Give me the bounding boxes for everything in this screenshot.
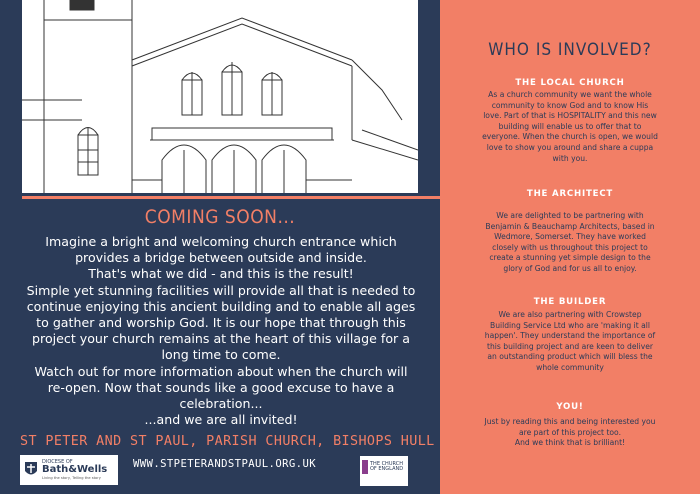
text-line: Wedmore, Somerset. They have worked bbox=[494, 232, 646, 242]
website-link[interactable]: WWW.STPETERANDSTPAUL.ORG.UK bbox=[133, 458, 317, 470]
text-line: an outstanding product which will bless the bbox=[487, 352, 653, 362]
paragraph: Imagine a bright and welcoming church entrance which provides a bridge between outside and inside. bbox=[45, 234, 397, 266]
section-body-local-church bbox=[454, 90, 686, 164]
section-title-local-church: THE LOCAL CHURCH bbox=[515, 78, 625, 88]
paragraph: That's what we did - and this is the result! bbox=[88, 266, 354, 282]
text-line: whole community bbox=[536, 362, 604, 372]
intro-text bbox=[24, 234, 418, 428]
text-line: And we think that is brilliant! bbox=[514, 438, 626, 448]
text-line: are part of this project too. bbox=[518, 427, 621, 437]
text-line: love to show you around and share a cuppa bbox=[486, 142, 654, 152]
section-title-architect: THE ARCHITECT bbox=[526, 189, 614, 199]
text-line: happen'. They understand the importance of bbox=[484, 331, 656, 341]
paragraph: Simple yet stunning facilities will provide all that is needed to continue enjoying this ancient building and to enable all ages to gather and worship God. It is our hope that through this project your church remains at the heart of this village for a long time to come. bbox=[26, 282, 416, 363]
coe-mark-icon bbox=[362, 460, 368, 474]
section-title-you: YOU! bbox=[556, 402, 584, 412]
text-line: building will enable us to offer that to bbox=[498, 121, 642, 131]
coming-soon-heading: COMING SOON... bbox=[144, 206, 296, 228]
text-line: with you. bbox=[552, 153, 588, 163]
text-line: As a church community we want the whole bbox=[488, 90, 652, 99]
church-of-england-logo bbox=[360, 456, 408, 486]
church-drawing-icon bbox=[22, 0, 418, 193]
text-line: love. Part of that is HOSPITALITY and this new bbox=[483, 111, 657, 121]
paragraph: ...and we are all invited! bbox=[144, 412, 298, 428]
text-line: community to know God and to know His bbox=[491, 100, 649, 110]
text-line: this building project and are keen to deliver bbox=[487, 341, 653, 351]
coe-line1: THE CHURCH bbox=[370, 460, 403, 467]
section-title-builder: THE BUILDER bbox=[533, 297, 607, 307]
diocese-line1: DIOCESE OF bbox=[42, 458, 73, 465]
diocese-line2: Bath&Wells bbox=[42, 463, 108, 475]
coe-line2: OF ENGLAND bbox=[370, 466, 404, 472]
text-line: Just by reading this and being interested you bbox=[484, 417, 656, 426]
divider bbox=[22, 196, 440, 199]
crest-icon bbox=[24, 461, 38, 479]
church-name: ST PETER AND ST PAUL, PARISH CHURCH, BISHOPS HULL bbox=[20, 434, 435, 449]
text-line: closely with us throughout this project to bbox=[492, 242, 648, 252]
text-line: Building Service Ltd who are 'making it all bbox=[490, 320, 650, 330]
text-line: create a stunning yet simple design to the bbox=[489, 253, 651, 263]
who-is-involved-heading: WHO IS INVOLVED? bbox=[488, 40, 652, 60]
text-line: everyone. When the church is open, we would bbox=[482, 132, 658, 142]
section-body-builder bbox=[454, 310, 686, 374]
right-panel bbox=[440, 0, 700, 494]
section-body-you bbox=[454, 417, 686, 449]
text-line: We are also partnering with Crowstep bbox=[498, 310, 642, 319]
church-illustration bbox=[22, 0, 418, 193]
section-body-architect bbox=[454, 211, 686, 275]
paragraph: Watch out for more information about when the church will re-open. Now that sounds like a good excuse to have a celebration... bbox=[34, 363, 408, 412]
diocese-tagline: Living the story, Telling the story bbox=[42, 475, 101, 480]
text-line: We are delighted to be partnering with bbox=[496, 211, 644, 220]
text-line: Benjamin & Beauchamp Architects, based in bbox=[485, 221, 655, 231]
diocese-logo bbox=[20, 455, 118, 485]
text-line: glory of God and for us all to enjoy. bbox=[503, 263, 637, 273]
